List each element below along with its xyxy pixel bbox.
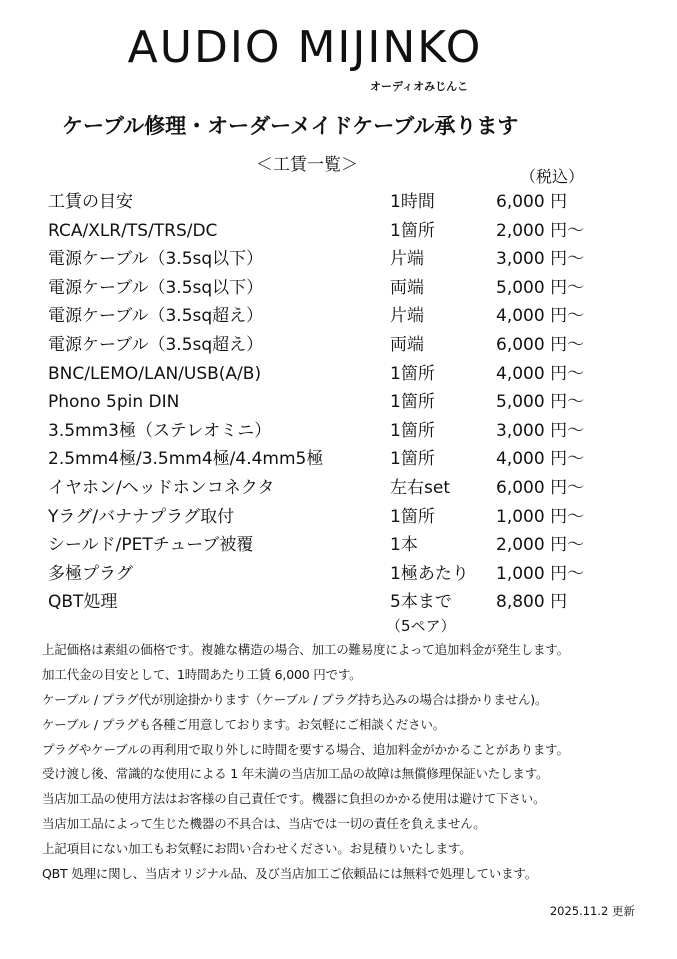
row-name: 電源ケーブル（3.5sq超え） (48, 306, 264, 327)
price-row (48, 445, 648, 474)
price-row (48, 217, 648, 246)
row-price: 3,000 円～ (496, 420, 585, 441)
row-unit: 1箇所 (390, 506, 435, 527)
page-subtitle: ケーブル修理・オーダーメイドケーブル承ります (62, 114, 519, 138)
row-unit: 1箇所 (390, 449, 435, 470)
price-row (48, 503, 648, 532)
price-list (48, 188, 648, 636)
updated-date: 2025.11.2 更新 (549, 904, 635, 918)
tax-note: （税込） (520, 167, 585, 186)
row-name: 工賃の目安 (48, 192, 133, 212)
note-line: 当店加工品によって生じた機器の不具合は、当店では一切の責任を負えません。 (42, 816, 486, 832)
row-unit: 両端 (390, 334, 424, 355)
row-unit: 片端 (390, 306, 424, 327)
row-unit: 1箇所 (390, 363, 435, 384)
price-row (48, 188, 648, 217)
row-name: 電源ケーブル（3.5sq以下） (48, 249, 264, 270)
row-name: Phono 5pin DIN (48, 392, 180, 413)
price-row (48, 588, 648, 636)
row-price: 4,000 円～ (496, 449, 585, 470)
row-price: 5,000 円～ (496, 277, 585, 298)
row-name: RCA/XLR/TS/TRS/DC (48, 220, 218, 241)
row-name: 多極プラグ (48, 563, 133, 584)
row-price: 6,000 円～ (496, 334, 585, 355)
row-name: イヤホン/ヘッドホンコネクタ (48, 477, 275, 498)
price-row (48, 531, 648, 560)
row-unit: 左右set (390, 477, 450, 498)
price-row (48, 302, 648, 331)
price-row (48, 560, 648, 589)
row-name: QBT処理 (48, 592, 118, 613)
row-unit-sub: （5ペア） (386, 617, 456, 636)
row-name: 2.5mm4極/3.5mm4極/4.4mm5極 (48, 449, 324, 470)
price-row (48, 417, 648, 446)
logo: AUDIO MIJINKO (127, 22, 483, 73)
row-price: 3,000 円～ (496, 249, 585, 270)
note-line: プラグやケーブルの再利用で取り外しに時間を要する場合、追加料金がかかることがあります。 (42, 741, 569, 757)
row-name: Yラグ/バナナプラグ取付 (48, 506, 235, 527)
notes (42, 638, 652, 887)
row-price: 1,000 円～ (496, 563, 585, 584)
row-price: 5,000 円～ (496, 392, 585, 413)
row-name: BNC/LEMO/LAN/USB(A/B) (48, 363, 262, 384)
note-line: 受け渡し後、常識的な使用による 1 年未満の当店加工品の故障は無償修理保証いたします。 (42, 766, 549, 782)
row-price: 8,800 円 (496, 592, 568, 613)
row-price: 4,000 円～ (496, 306, 585, 327)
row-price: 6,000 円 (496, 192, 568, 212)
row-price: 6,000 円～ (496, 477, 585, 498)
price-row (48, 360, 648, 389)
price-row (48, 331, 648, 360)
row-price: 2,000 円～ (496, 535, 585, 556)
row-unit: 1箇所 (390, 420, 435, 441)
row-unit: 1極あたり (390, 563, 469, 584)
note-line: 当店加工品の使用方法はお客様の自己責任です。機器に負担のかかる使用は避けて下さい。 (42, 791, 546, 807)
row-name: 電源ケーブル（3.5sq以下） (48, 277, 264, 298)
row-unit: 1箇所 (390, 220, 435, 241)
row-price: 2,000 円～ (496, 220, 585, 241)
note-line: 加工代金の目安として、1時間あたり工賃 6,000 円です。 (42, 666, 362, 682)
row-unit: 1本 (390, 535, 418, 556)
row-price: 1,000 円～ (496, 506, 585, 527)
note-line: QBT 処理に関し、当店オリジナル品、及び当店加工ご依頼品には無料で処理しています。 (42, 866, 538, 882)
logo-kana: オーディオみじんこ (370, 80, 469, 93)
note-line: 上記項目にない加工もお気軽にお問い合わせください。お見積りいたします。 (42, 841, 472, 857)
price-row (48, 245, 648, 274)
row-unit: 片端 (390, 249, 424, 270)
price-row (48, 388, 648, 417)
row-name: シールド/PETチューブ被覆 (48, 535, 254, 556)
price-row (48, 474, 648, 503)
row-price: 4,000 円～ (496, 363, 585, 384)
note-line: 上記価格は素組の価格です。複雑な構造の場合、加工の難易度によって追加料金が発生します。 (42, 642, 569, 657)
row-unit: 両端 (390, 277, 424, 298)
price-row (48, 274, 648, 303)
row-unit: 1時間 (390, 192, 435, 212)
row-name: 3.5mm3極（ステレオミニ） (48, 420, 272, 441)
row-unit: 5本まで (390, 592, 452, 613)
row-name: 電源ケーブル（3.5sq超え） (48, 334, 264, 355)
note-line: ケーブル / プラグも各種ご用意しております。お気軽にご相談ください。 (42, 716, 446, 732)
note-line: ケーブル / プラグ代が別途掛かります（ケーブル / プラグ持ち込みの場合は掛かりません)。 (42, 691, 548, 707)
row-unit: 1箇所 (390, 392, 435, 413)
list-title: ＜工賃一覧＞ (256, 155, 358, 175)
